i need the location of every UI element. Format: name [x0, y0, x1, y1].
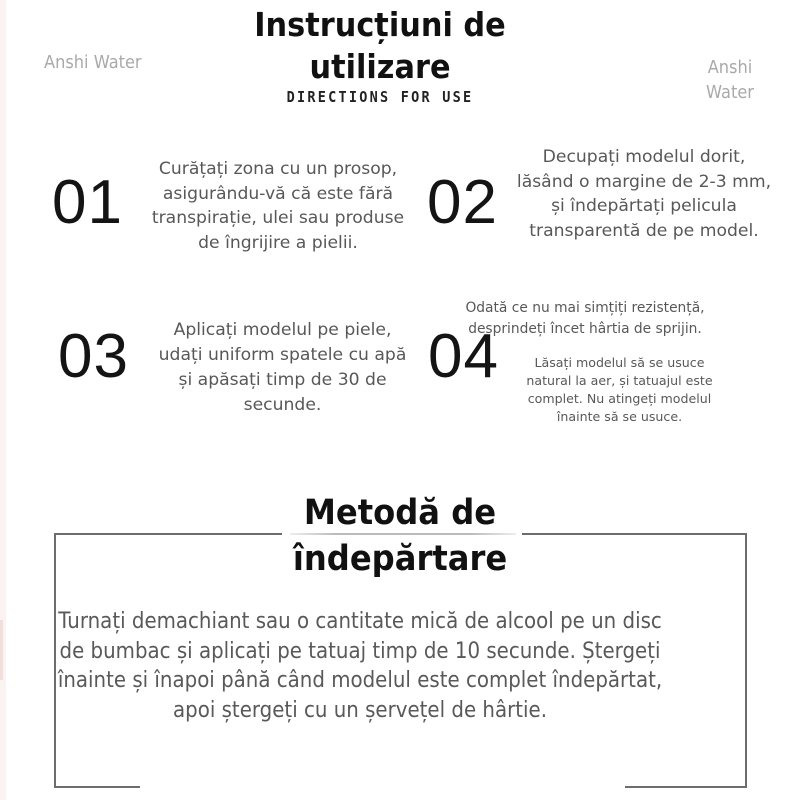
- removal-text: Turnați demachiant sau o cantitate mică de alcool pe un disc de bumbac și aplicați pe tatuaj timp de 10 secunde. Ștergeți înainte și înapoi până când modelul este complet îndepărtat, apoi ștergeți cu un șervețel de hârtie.: [57, 609, 663, 723]
- step-text: Odată ce nu mai simțiți rezistență, desprindeți încet hârtia de sprijin.: [465, 300, 705, 337]
- removal-title: Metodă de îndepărtare: [292, 493, 508, 579]
- frame-border-bottom-right: [625, 786, 747, 788]
- step-number: 03: [58, 322, 129, 391]
- step-number: 04: [428, 322, 499, 391]
- watermark-left: Anshi Water: [44, 52, 142, 73]
- page-subtitle: DIRECTIONS FOR USE: [286, 88, 474, 106]
- frame-border-bottom-left: [54, 786, 140, 788]
- step-number: 02: [427, 168, 498, 237]
- step-number: 01: [52, 168, 123, 237]
- page-title: Instrucțiuni de utilizare: [254, 5, 506, 86]
- frame-border-right: [745, 534, 747, 786]
- step-text: Curățați zona cu un prosop, asigurându-vă că este fără transpirație, ulei sau produse de îngrijire a pielii.: [151, 159, 405, 253]
- left-edge-tint: [0, 0, 6, 800]
- left-edge-red-mark: [0, 620, 3, 680]
- step-text: Aplicați modelul pe piele, udați uniform spatele cu apă și apăsați timp de 30 de secunde.: [158, 320, 407, 415]
- watermark-right: Anshi Water: [706, 57, 754, 103]
- step-text-secondary: Lăsați modelul să se usuce natural la aer, și tatuajul este complet. Nu atingeți modelul înainte să se usuce.: [526, 355, 713, 424]
- step-text: Decupați modelul dorit, lăsând o margine de 2-3 mm, și îndepărtați pelicula transparentă de pe model.: [516, 147, 772, 241]
